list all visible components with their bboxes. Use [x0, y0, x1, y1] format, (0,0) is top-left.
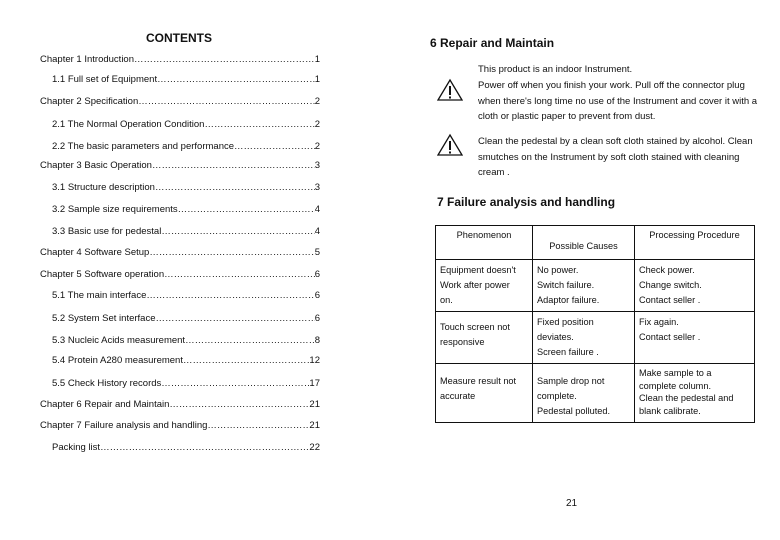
cell-line: blank calibrate.: [639, 405, 701, 416]
toc-entry-label: Chapter 7 Failure analysis and handling: [40, 420, 208, 431]
toc-entry[interactable]: [40, 420, 320, 431]
cell-line: Make sample to a: [639, 368, 712, 378]
toc-entry-page: 1: [314, 54, 320, 65]
toc-leader: [155, 182, 315, 193]
warning-icon: [437, 133, 463, 157]
toc-leader: [146, 290, 314, 301]
toc-entry-page: 1: [314, 74, 320, 85]
cell-line: deviates.: [537, 332, 574, 342]
page-number: 21: [566, 498, 578, 509]
cell-line: Sample drop not: [537, 376, 605, 386]
toc-entry[interactable]: [52, 141, 320, 152]
table-cell: [533, 364, 635, 423]
cell-line: Change switch.: [639, 280, 702, 290]
toc-title: CONTENTS: [146, 31, 212, 45]
table-cell: [635, 312, 755, 364]
toc-entry[interactable]: [52, 204, 320, 215]
cell-line: Work after power: [440, 280, 510, 290]
toc-entry-label: Chapter 5 Software operation: [40, 269, 165, 280]
cell-line: Pedestal polluted.: [537, 406, 611, 416]
table-cell: [436, 312, 533, 364]
cell-line: on.: [440, 295, 453, 305]
cell-line: Adaptor failure.: [537, 295, 600, 305]
toc-entry[interactable]: [52, 74, 320, 85]
toc-entry-label: Chapter 4 Software Setup: [40, 247, 150, 258]
toc-entry[interactable]: [52, 226, 320, 237]
toc-entry-label: Chapter 2 Specification: [40, 96, 139, 107]
toc-entry-page: 3: [314, 182, 320, 193]
cell-line: Fix again.: [639, 317, 679, 327]
toc-entry-page: 6: [314, 290, 320, 301]
toc-entry-page: 6: [314, 269, 320, 280]
toc-leader: [207, 420, 309, 431]
toc-entry[interactable]: [40, 54, 320, 65]
header-procedure: Processing Procedure: [635, 226, 755, 260]
toc-entry-page: 2: [314, 141, 320, 152]
table-cell: [533, 312, 635, 364]
toc-leader: [204, 119, 314, 130]
table-cell: [635, 364, 755, 423]
toc-entry-label: 5.4 Protein A280 measurement: [52, 355, 183, 366]
toc-entry[interactable]: [52, 378, 320, 389]
toc-entry-label: 1.1 Full set of Equipment: [52, 74, 158, 85]
cell-line: Contact seller .: [639, 332, 701, 342]
toc-entry-page: 4: [314, 226, 320, 237]
toc-entry[interactable]: [52, 290, 320, 301]
toc-entry-label: 5.5 Check History records: [52, 378, 162, 389]
cell-line: Contact seller .: [639, 295, 701, 305]
toc-entry-label: 3.1 Structure description: [52, 182, 155, 193]
warning-text-2: Clean the pedestal by a clean soft cloth stained by alcohol. Clean smutches on the Instrument by soft cloth stained with cleaning cream .: [478, 136, 753, 178]
cell-line: Check power.: [639, 265, 695, 275]
cell-line: accurate: [440, 391, 476, 401]
cell-line: No power.: [537, 265, 579, 275]
toc-entry-label: Chapter 1 Introduction: [40, 54, 135, 65]
toc-leader: [149, 247, 314, 258]
toc-entry-page: 2: [314, 96, 320, 107]
toc-entry-page: 17: [309, 378, 320, 389]
warning-text-1: Power off when you finish your work. Pull off the connector plug when there's long time no use of the Instrument and cover it with a cloth or plastic paper to prevent from dust.: [478, 80, 758, 122]
toc-entry[interactable]: [40, 399, 320, 410]
toc-entry[interactable]: [52, 335, 320, 346]
toc-entry-page: 22: [309, 442, 320, 453]
cell-line: Touch screen not: [440, 322, 510, 332]
toc-entry-label: 2.1 The Normal Operation Condition: [52, 119, 205, 130]
toc-entry[interactable]: [52, 119, 320, 130]
toc-entry[interactable]: [40, 96, 320, 107]
cell-line: complete column.: [639, 380, 712, 391]
toc-entry-page: 21: [309, 399, 320, 410]
intro-text: This product is an indoor Instrument.: [478, 64, 633, 75]
toc-leader: [164, 269, 315, 280]
table-row: [436, 364, 755, 423]
toc-entry-page: 8: [314, 335, 320, 346]
toc-entry[interactable]: [52, 313, 320, 324]
toc-leader: [161, 378, 309, 389]
toc-entry-label: Chapter 3 Basic Operation: [40, 160, 152, 171]
cell-line: Fixed position: [537, 317, 594, 327]
toc-entry-page: 21: [309, 420, 320, 431]
toc-entry-label: Chapter 6 Repair and Maintain: [40, 399, 170, 410]
cell-line: Measure result not: [440, 376, 517, 386]
toc-entry-label: 2.2 The basic parameters and performance: [52, 141, 235, 152]
toc-entry[interactable]: [52, 355, 320, 366]
cell-line: Equipment doesn't: [440, 265, 516, 275]
section-7-heading: 7 Failure analysis and handling: [437, 195, 616, 209]
toc-leader: [152, 160, 315, 171]
toc-entry-label: 5.2 System Set interface: [52, 313, 156, 324]
toc-entry-page: 6: [314, 313, 320, 324]
toc-entry[interactable]: [40, 247, 320, 258]
toc-entry[interactable]: [40, 269, 320, 280]
table-cell: [436, 260, 533, 312]
toc-entry-page: 5: [314, 247, 320, 258]
toc-entry-page: 12: [309, 355, 320, 366]
toc-entry-label: 3.3 Basic use for pedestal: [52, 226, 162, 237]
toc-leader: [178, 204, 315, 215]
table-row: [436, 260, 755, 312]
toc-entry-label: Packing list: [52, 442, 101, 453]
toc-leader: [169, 399, 309, 410]
toc-entry[interactable]: [40, 160, 320, 171]
toc-leader: [100, 442, 309, 453]
toc-entry-page: 2: [314, 119, 320, 130]
toc-leader: [234, 141, 315, 152]
table-cell: [635, 260, 755, 312]
toc-leader: [183, 355, 309, 366]
toc-entry-label: 3.2 Sample size requirements: [52, 204, 178, 215]
cell-line: responsive: [440, 337, 485, 347]
toc-leader: [138, 96, 314, 107]
toc-leader: [156, 313, 315, 324]
cell-line: Switch failure.: [537, 280, 595, 290]
toc-entry[interactable]: [52, 182, 320, 193]
cell-line: Clean the pedestal and: [639, 393, 734, 403]
toc-leader: [134, 54, 315, 65]
toc-leader: [185, 335, 315, 346]
toc-leader: [161, 226, 314, 237]
toc-leader: [157, 74, 315, 85]
toc-entry-label: 5.3 Nucleic Acids measurement: [52, 335, 186, 346]
cell-line: Screen failure .: [537, 347, 599, 357]
table-cell: [436, 364, 533, 423]
toc-entry[interactable]: [52, 442, 320, 453]
warning-icon: [437, 78, 463, 102]
table-row: [436, 312, 755, 364]
failure-table: [435, 225, 755, 423]
section-6-heading: 6 Repair and Maintain: [430, 36, 555, 50]
toc-entry-page: 3: [314, 160, 320, 171]
toc-entry-page: 4: [314, 204, 320, 215]
header-phenomenon: Phenomenon: [436, 226, 533, 260]
table-cell: [533, 260, 635, 312]
toc-entry-label: 5.1 The main interface: [52, 290, 147, 301]
cell-line: complete.: [537, 391, 577, 401]
header-causes: Possible Causes: [533, 226, 635, 260]
